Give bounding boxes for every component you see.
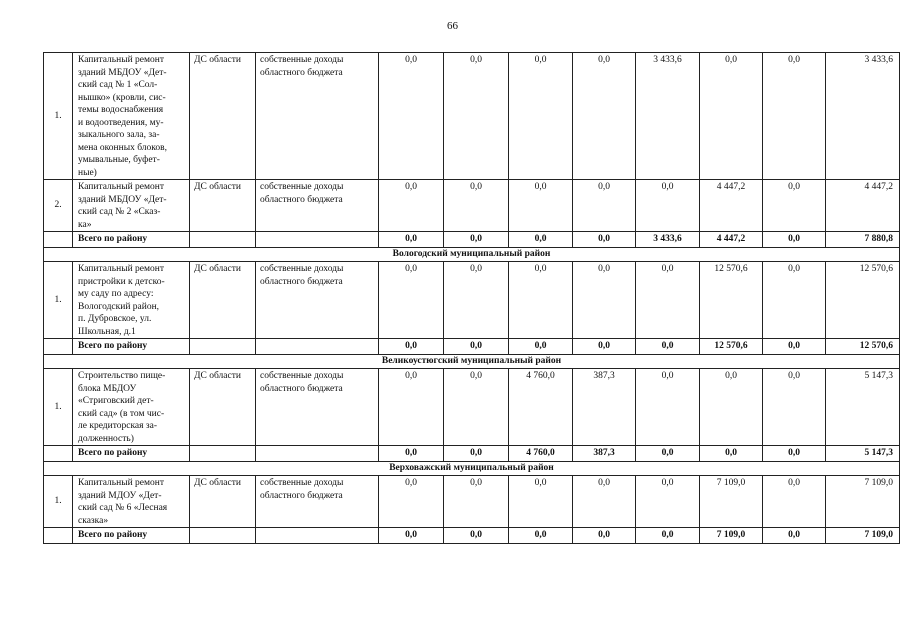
object-name-line: пристройки к детско- (78, 276, 165, 287)
total-row (44, 339, 900, 355)
total-empty (190, 446, 256, 462)
total-value: 4 760,0 (509, 446, 573, 462)
object-name-line: умывальные, буфет- (78, 155, 160, 165)
district-row (44, 462, 900, 476)
table-row (44, 369, 900, 446)
funding-source: ДС области (190, 53, 256, 180)
value-cell: 0,0 (444, 262, 509, 339)
total-empty (190, 528, 256, 544)
value-cell: 0,0 (636, 369, 700, 446)
budget-table (43, 52, 900, 544)
object-name-line: Капитальный ремонт (78, 182, 165, 192)
total-value: 0,0 (444, 339, 509, 355)
total-label: Всего по району (73, 446, 190, 462)
value-cell: 0,0 (763, 476, 826, 528)
value-cell: 0,0 (379, 180, 444, 232)
total-value: 0,0 (636, 446, 700, 462)
funding-type: собственные доходы областного бюджета (256, 53, 379, 180)
total-value: 0,0 (573, 339, 636, 355)
total-value: 0,0 (700, 446, 763, 462)
value-cell: 0,0 (379, 262, 444, 339)
object-name-line: ский сад» (в том чис- (78, 408, 165, 419)
value-cell: 0,0 (379, 369, 444, 446)
value-cell: 0,0 (763, 180, 826, 232)
value-cell: 0,0 (636, 262, 700, 339)
row-index: 1. (44, 53, 73, 180)
object-name (73, 262, 190, 339)
object-name-line: Капитальный ремонт (78, 55, 165, 65)
total-value: 0,0 (379, 446, 444, 462)
total-value: 0,0 (763, 528, 826, 544)
value-cell: 0,0 (444, 476, 509, 528)
value-cell: 12 570,6 (700, 262, 763, 339)
value-cell: 0,0 (763, 262, 826, 339)
table-body (44, 53, 900, 544)
total-value: 0,0 (509, 528, 573, 544)
object-name-line: блока МБДОУ (78, 383, 137, 394)
object-name-line: му саду по адресу: (78, 289, 154, 299)
total-value: 0,0 (509, 339, 573, 355)
value-cell: 387,3 (573, 369, 636, 446)
total-value: 0,0 (509, 232, 573, 248)
district-row (44, 248, 900, 262)
funding-type: собственные доходы областного бюджета (256, 369, 379, 446)
row-index: 1. (44, 476, 73, 528)
funding-type: собственные доходы областного бюджета (256, 180, 379, 232)
object-name-line: нышко» (кровли, сис- (78, 92, 166, 103)
value-cell: 3 433,6 (636, 53, 700, 180)
value-cell: 0,0 (444, 53, 509, 180)
total-index (44, 232, 73, 248)
value-cell: 0,0 (573, 262, 636, 339)
value-cell: 0,0 (763, 369, 826, 446)
total-value: 0,0 (444, 232, 509, 248)
total-value: 12 570,6 (826, 339, 900, 355)
total-value: 7 109,0 (700, 528, 763, 544)
object-name-line: Строительство пище- (78, 371, 166, 381)
value-cell: 0,0 (509, 53, 573, 180)
value-cell: 0,0 (444, 180, 509, 232)
object-name-line: п. Дубровское, ул. (78, 314, 152, 324)
total-row (44, 446, 900, 462)
total-empty (256, 232, 379, 248)
object-name-line: Школьная, д.1 (78, 326, 136, 337)
object-name-line: темы водоснабжения (78, 105, 164, 115)
total-value: 0,0 (379, 232, 444, 248)
page-number: 66 (447, 20, 458, 32)
total-empty (256, 528, 379, 544)
value-cell: 0,0 (444, 369, 509, 446)
value-cell: 0,0 (379, 53, 444, 180)
funding-source: ДС области (190, 369, 256, 446)
value-cell: 0,0 (700, 369, 763, 446)
value-cell: 4 447,2 (826, 180, 900, 232)
object-name-line: мена оконных блоков, (78, 142, 168, 153)
value-cell: 5 147,3 (826, 369, 900, 446)
object-name-line: ные) (78, 167, 97, 178)
object-name-line: ка» (78, 219, 92, 230)
total-value: 7 109,0 (826, 528, 900, 544)
value-cell: 0,0 (573, 180, 636, 232)
object-name (73, 369, 190, 446)
total-empty (190, 232, 256, 248)
value-cell: 0,0 (573, 53, 636, 180)
object-name-line: ский сад № 1 «Сол- (78, 80, 158, 90)
object-name-line: зданий МБДОУ «Дет- (78, 67, 167, 78)
row-index: 1. (44, 262, 73, 339)
total-value: 4 447,2 (700, 232, 763, 248)
total-index (44, 446, 73, 462)
total-index (44, 528, 73, 544)
object-name-line: зданий МБДОУ «Дет- (78, 194, 167, 205)
object-name-line: ский сад № 2 «Сказ- (78, 207, 161, 217)
object-name (73, 53, 190, 180)
value-cell: 0,0 (636, 476, 700, 528)
total-value: 387,3 (573, 446, 636, 462)
total-value: 5 147,3 (826, 446, 900, 462)
value-cell: 0,0 (509, 476, 573, 528)
object-name (73, 180, 190, 232)
total-value: 7 880,8 (826, 232, 900, 248)
object-name-line: ский сад № 6 «Лесная (78, 503, 168, 513)
object-name-line: Капитальный ремонт (78, 264, 165, 274)
funding-source: ДС области (190, 262, 256, 339)
total-empty (256, 446, 379, 462)
object-name-line: «Стриговский дет- (78, 396, 154, 406)
total-row (44, 528, 900, 544)
total-label: Всего по району (73, 232, 190, 248)
district-name: Великоустюгский муниципальный район (44, 355, 900, 369)
total-value: 12 570,6 (700, 339, 763, 355)
value-cell: 0,0 (700, 53, 763, 180)
district-row (44, 355, 900, 369)
table-row (44, 53, 900, 180)
total-value: 0,0 (763, 339, 826, 355)
value-cell: 4 760,0 (509, 369, 573, 446)
district-name: Верховажский муниципальный район (44, 462, 900, 476)
table-row (44, 180, 900, 232)
total-value: 0,0 (379, 339, 444, 355)
district-name: Вологодский муниципальный район (44, 248, 900, 262)
funding-type: собственные доходы областного бюджета (256, 476, 379, 528)
funding-source: ДС области (190, 476, 256, 528)
total-empty (190, 339, 256, 355)
object-name-line: зыкального зала, за- (78, 130, 160, 140)
total-label: Всего по району (73, 339, 190, 355)
value-cell: 0,0 (509, 262, 573, 339)
object-name-line: ле кредиторская за- (78, 421, 158, 431)
total-value: 0,0 (763, 232, 826, 248)
value-cell: 3 433,6 (826, 53, 900, 180)
object-name-line: зданий МДОУ «Дет- (78, 490, 162, 501)
total-value: 3 433,6 (636, 232, 700, 248)
object-name-line: долженность) (78, 433, 134, 444)
table-row (44, 476, 900, 528)
total-value: 0,0 (379, 528, 444, 544)
value-cell: 0,0 (573, 476, 636, 528)
total-index (44, 339, 73, 355)
object-name-line: Вологодский район, (78, 301, 160, 312)
object-name (73, 476, 190, 528)
value-cell: 0,0 (379, 476, 444, 528)
value-cell: 7 109,0 (700, 476, 763, 528)
funding-type: собственные доходы областного бюджета (256, 262, 379, 339)
value-cell: 0,0 (636, 180, 700, 232)
object-name-line: и водоотведения, му- (78, 117, 164, 128)
total-label: Всего по району (73, 528, 190, 544)
value-cell: 0,0 (763, 53, 826, 180)
object-name-line: Капитальный ремонт (78, 478, 165, 488)
row-index: 1. (44, 369, 73, 446)
total-value: 0,0 (573, 232, 636, 248)
value-cell: 12 570,6 (826, 262, 900, 339)
value-cell: 4 447,2 (700, 180, 763, 232)
row-index: 2. (44, 180, 73, 232)
total-value: 0,0 (636, 339, 700, 355)
value-cell: 7 109,0 (826, 476, 900, 528)
total-value: 0,0 (444, 446, 509, 462)
total-empty (256, 339, 379, 355)
total-value: 0,0 (573, 528, 636, 544)
total-row (44, 232, 900, 248)
value-cell: 0,0 (509, 180, 573, 232)
funding-source: ДС области (190, 180, 256, 232)
total-value: 0,0 (763, 446, 826, 462)
total-value: 0,0 (636, 528, 700, 544)
total-value: 0,0 (444, 528, 509, 544)
object-name-line: сказка» (78, 515, 109, 526)
table-row (44, 262, 900, 339)
